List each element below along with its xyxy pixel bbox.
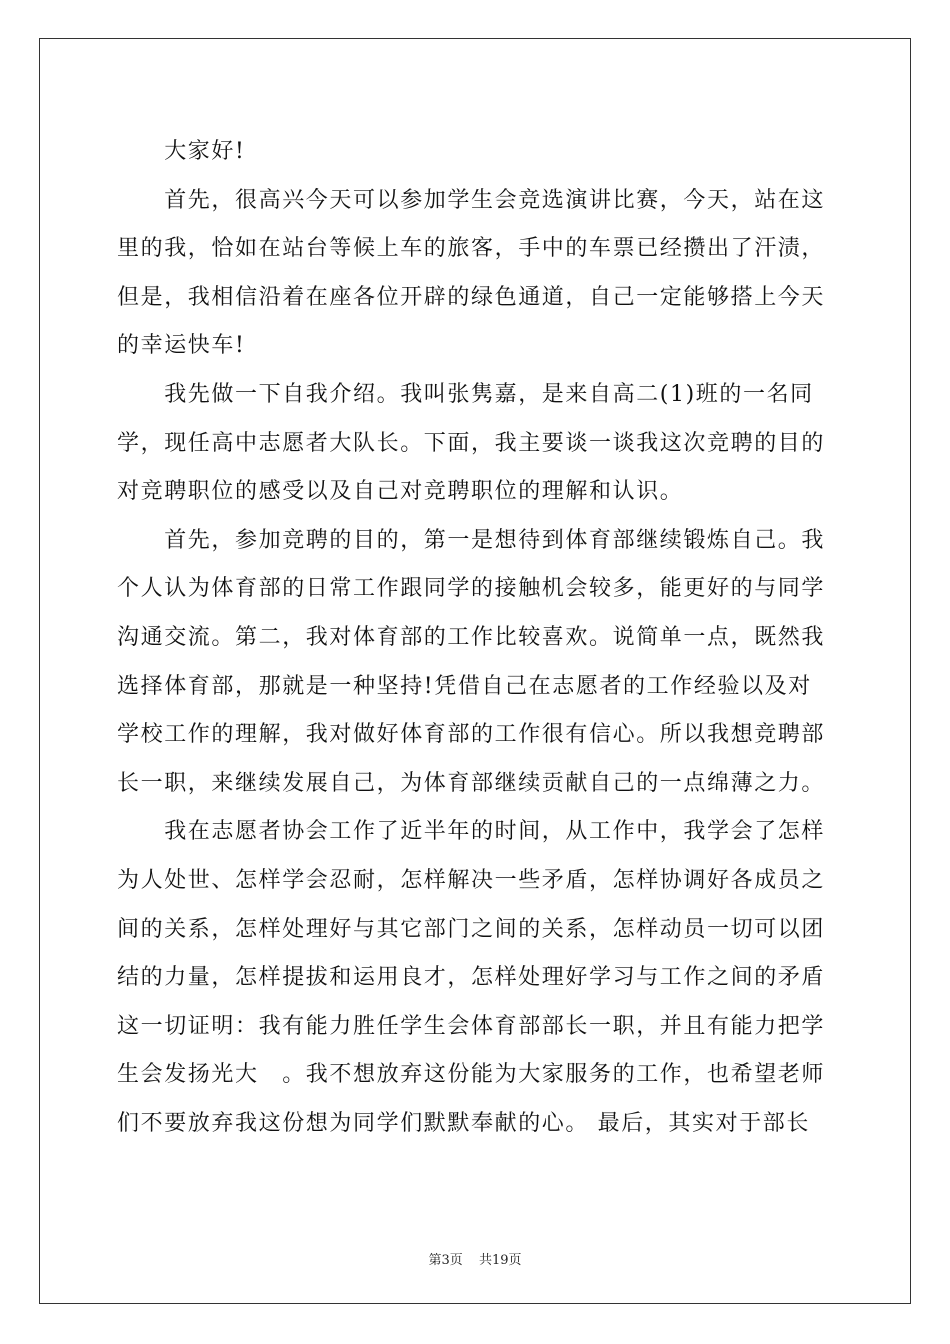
page-total: 共19页 [478, 1253, 522, 1268]
text-line: 里的我，恰如在站台等候上车的旅客，手中的车票已经攒出了汗渍， [117, 236, 826, 262]
text-line: 首先，很高兴今天可以参加学生会竞选演讲比赛，今天，站在这 [117, 187, 826, 213]
text-line: 个人认为体育部的日常工作跟同学的接触机会较多，能更好的与同学 [117, 576, 826, 602]
text-line: 的幸运快车! [117, 333, 246, 359]
text-line: 学校工作的理解，我对做好体育部的工作很有信心。所以我想竞聘部 [117, 722, 826, 748]
page-footer [0, 1249, 950, 1268]
text-line: 沟通交流。第二，我对体育部的工作比较喜欢。说简单一点，既然我 [117, 624, 826, 650]
text-line: 学，现任高中志愿者大队长。下面，我主要谈一谈我这次竞聘的目的 [117, 430, 826, 456]
text-line: 大家好! [117, 139, 246, 164]
text-line: 间的关系，怎样处理好与其它部门之间的关系，怎样动员一切可以团 [117, 916, 826, 942]
text-line: 对竞聘职位的感受以及自己对竞聘职位的理解和认识。 [117, 479, 684, 505]
document-body [117, 128, 837, 1148]
text-line: 这一切证明：我有能力胜任学生会体育部部长一职，并且有能力把学 [117, 1013, 826, 1039]
text-line: 我先做一下自我介绍。我叫张隽嘉，是来自高二(1)班的一名同 [117, 381, 814, 407]
text-line: 们不要放弃我这份想为同学们默默奉献的心。 最后，其实对于部长 [117, 1110, 810, 1136]
text-line: 但是，我相信沿着在座各位开辟的绿色通道，自己一定能够搭上今天 [117, 284, 826, 310]
text-line: 为人处世、怎样学会忍耐，怎样解决一些矛盾，怎样协调好各成员之 [117, 867, 826, 893]
text-line: 结的力量，怎样提拔和运用良才，怎样处理好学习与工作之间的矛盾 [117, 965, 826, 991]
text-line: 我在志愿者协会工作了近半年的时间，从工作中，我学会了怎样 [117, 819, 826, 845]
page-number: 第3页 [428, 1253, 463, 1268]
text-line: 生会发扬光大 。我不想放弃这份能为大家服务的工作，也希望老师 [117, 1062, 826, 1088]
text-line: 选择体育部，那就是一种坚持!凭借自己在志愿者的工作经验以及对 [117, 673, 812, 699]
text-line: 首先，参加竞聘的目的，第一是想待到体育部继续锻炼自己。我 [117, 527, 826, 553]
text-line: 长一职，来继续发展自己，为体育部继续贡献自己的一点绵薄之力。 [117, 770, 826, 796]
